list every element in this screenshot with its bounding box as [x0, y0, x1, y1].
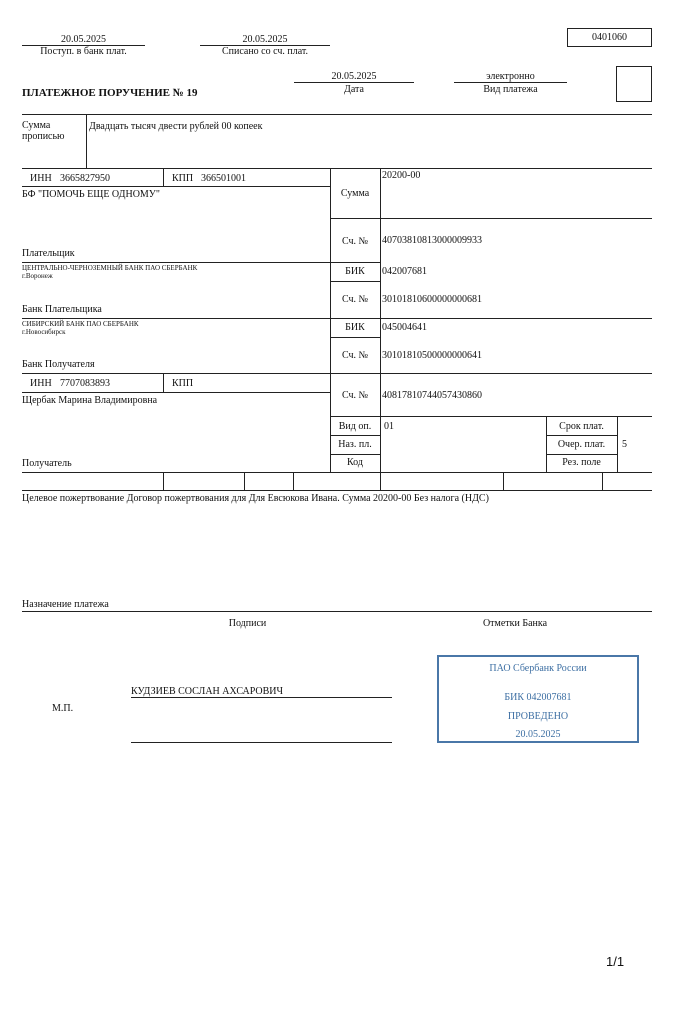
priority-value: 5 [622, 439, 627, 450]
order-date-label: Дата [344, 84, 364, 95]
payer-inn-label: ИНН [30, 173, 52, 184]
payment-type-line [454, 82, 567, 83]
term-label: Срок плат. [559, 421, 604, 432]
received-date: 20.05.2025 [61, 34, 106, 45]
payer-account-label: Сч. № [341, 236, 369, 247]
priority-label: Очер. плат. [557, 439, 606, 450]
stamp-bik: БИК 042007681 [504, 692, 572, 703]
payer-inn: 3665827950 [60, 173, 110, 184]
payer-bank-label: Банк Плательщика [22, 304, 102, 315]
reserved-box [616, 66, 652, 102]
grid-line-tax-3 [293, 472, 294, 490]
grid-line-bik1 [330, 281, 380, 282]
payer-account: 40703810813000009933 [382, 235, 482, 246]
payer-label: Плательщик [22, 248, 75, 259]
page-number: 1/1 [606, 954, 625, 969]
bank-stamp [437, 655, 639, 743]
order-date: 20.05.2025 [331, 71, 377, 82]
grid-line-tax-top [22, 472, 652, 473]
payment-type-label: Вид платежа [483, 84, 538, 95]
amount-words-text: Двадцать тысяч двести рублей 00 копеек [89, 121, 263, 132]
grid-line-details-1 [330, 435, 380, 436]
purpose-label: Назначение платежа [22, 599, 109, 610]
received-date-label: Поступ. в банк плат. [40, 46, 127, 57]
purpose-bottom-line [22, 611, 652, 612]
op-type: 01 [384, 421, 394, 432]
amount-value: 20200-00 [382, 170, 421, 181]
stamp-date: 20.05.2025 [515, 729, 561, 740]
payee-name: Щербак Марина Владимировна [22, 395, 158, 406]
amount-words-divider [86, 114, 87, 168]
grid-line-tax-bottom [22, 490, 652, 491]
payer-bank-account: 30101810600000000681 [382, 294, 482, 305]
grid-line-tax-5 [503, 472, 504, 490]
grid-line-tax-6 [602, 472, 603, 490]
payer-bank-bik-label: БИК [345, 266, 365, 277]
signature-line-1 [131, 697, 392, 698]
stamp-status: ПРОВЕДЕНО [507, 711, 569, 722]
grid-line-payee-bank-bottom [22, 373, 652, 374]
amount-label: Сумма [340, 188, 370, 199]
form-code: 0401060 [567, 28, 652, 47]
payer-bank-city: г.Воронеж [22, 272, 53, 280]
stamp-bank: ПАО Сбербанк России [489, 663, 587, 674]
payee-account-label: Сч. № [341, 390, 369, 401]
order-title: ПЛАТЕЖНОЕ ПОРУЧЕНИЕ № 19 [22, 87, 198, 99]
amount-words-top-line [22, 114, 652, 115]
payment-type: электронно [486, 71, 535, 82]
payer-name: БФ "ПОМОЧЬ ЕЩЕ ОДНОМУ" [22, 189, 160, 200]
payer-kpp: 366501001 [201, 173, 246, 184]
payer-bank-bik: 042007681 [382, 266, 427, 277]
payer-bank-name: ЦЕНТРАЛЬНО-ЧЕРНОЗЕМНЫЙ БАНК ПАО СБЕРБАНК [22, 264, 198, 272]
payee-inn: 7707083893 [60, 378, 110, 389]
grid-line-bik2 [330, 337, 380, 338]
payee-kpp-label: КПП [172, 378, 194, 389]
grid-line-details-top [330, 416, 652, 417]
grid-line-payee-inn-row [22, 392, 330, 393]
seal-label: М.П. [52, 703, 74, 714]
payee-bank-city: г.Новосибирск [22, 328, 66, 336]
order-date-line [294, 82, 414, 83]
amount-words-label-1: Сумма [22, 120, 51, 131]
grid-line-amount-bottom [330, 218, 652, 219]
signer-name: КУДЗИЕВ СОСЛАН АХСАРОВИЧ [131, 686, 284, 697]
payee-label: Получатель [22, 458, 72, 469]
purpose-text: Целевое пожертвование Договор пожертвования для Для Евсюкова Ивана. Сумма 20200-00 Без налога (НДС) [22, 493, 489, 504]
grid-line-details-r2 [617, 416, 618, 472]
debited-date-label: Списано со сч. плат. [221, 46, 309, 57]
grid-line-tax-1 [163, 472, 164, 490]
op-type-label: Вид оп. [338, 421, 372, 432]
grid-line-payer-bottom [22, 262, 380, 263]
payee-bank-bik-label: БИК [345, 322, 365, 333]
grid-line-details-2r [546, 454, 617, 455]
payee-inn-label: ИНН [30, 378, 52, 389]
payee-bank-name: СИБИРСКИЙ БАНК ПАО СБЕРБАНК [22, 320, 139, 328]
reserve-label: Рез. поле [562, 457, 601, 468]
payee-bank-account-label: Сч. № [341, 350, 369, 361]
grid-line-details-2 [330, 454, 380, 455]
grid-line-inn-row [22, 186, 330, 187]
grid-line-details-1r [546, 435, 617, 436]
signature-line-2 [131, 742, 392, 743]
payer-bank-account-label: Сч. № [341, 294, 369, 305]
grid-line-tax-2 [244, 472, 245, 490]
grid-line-inn-kpp [163, 168, 164, 186]
payee-bank-bik: 045004641 [382, 322, 427, 333]
grid-line-tax-4 [380, 472, 381, 490]
grid-line-payee-inn-kpp [163, 373, 164, 392]
purpose-code-label: Наз. пл. [338, 439, 372, 450]
payee-bank-account: 30101810500000000641 [382, 350, 482, 361]
payee-account: 40817810744057430860 [382, 390, 482, 401]
debited-date: 20.05.2025 [242, 34, 288, 45]
payee-bank-label: Банк Получателя [22, 359, 95, 370]
amount-words-label-2: прописью [22, 131, 65, 142]
grid-line-mid-column [380, 168, 381, 472]
code-label: Код [347, 457, 363, 468]
bank-marks-label: Отметки Банка [482, 618, 548, 629]
grid-line-payer-bank-bottom [22, 318, 652, 319]
grid-line-payer-top [22, 168, 652, 169]
payer-kpp-label: КПП [172, 173, 194, 184]
signatures-label: Подписи [228, 618, 267, 629]
